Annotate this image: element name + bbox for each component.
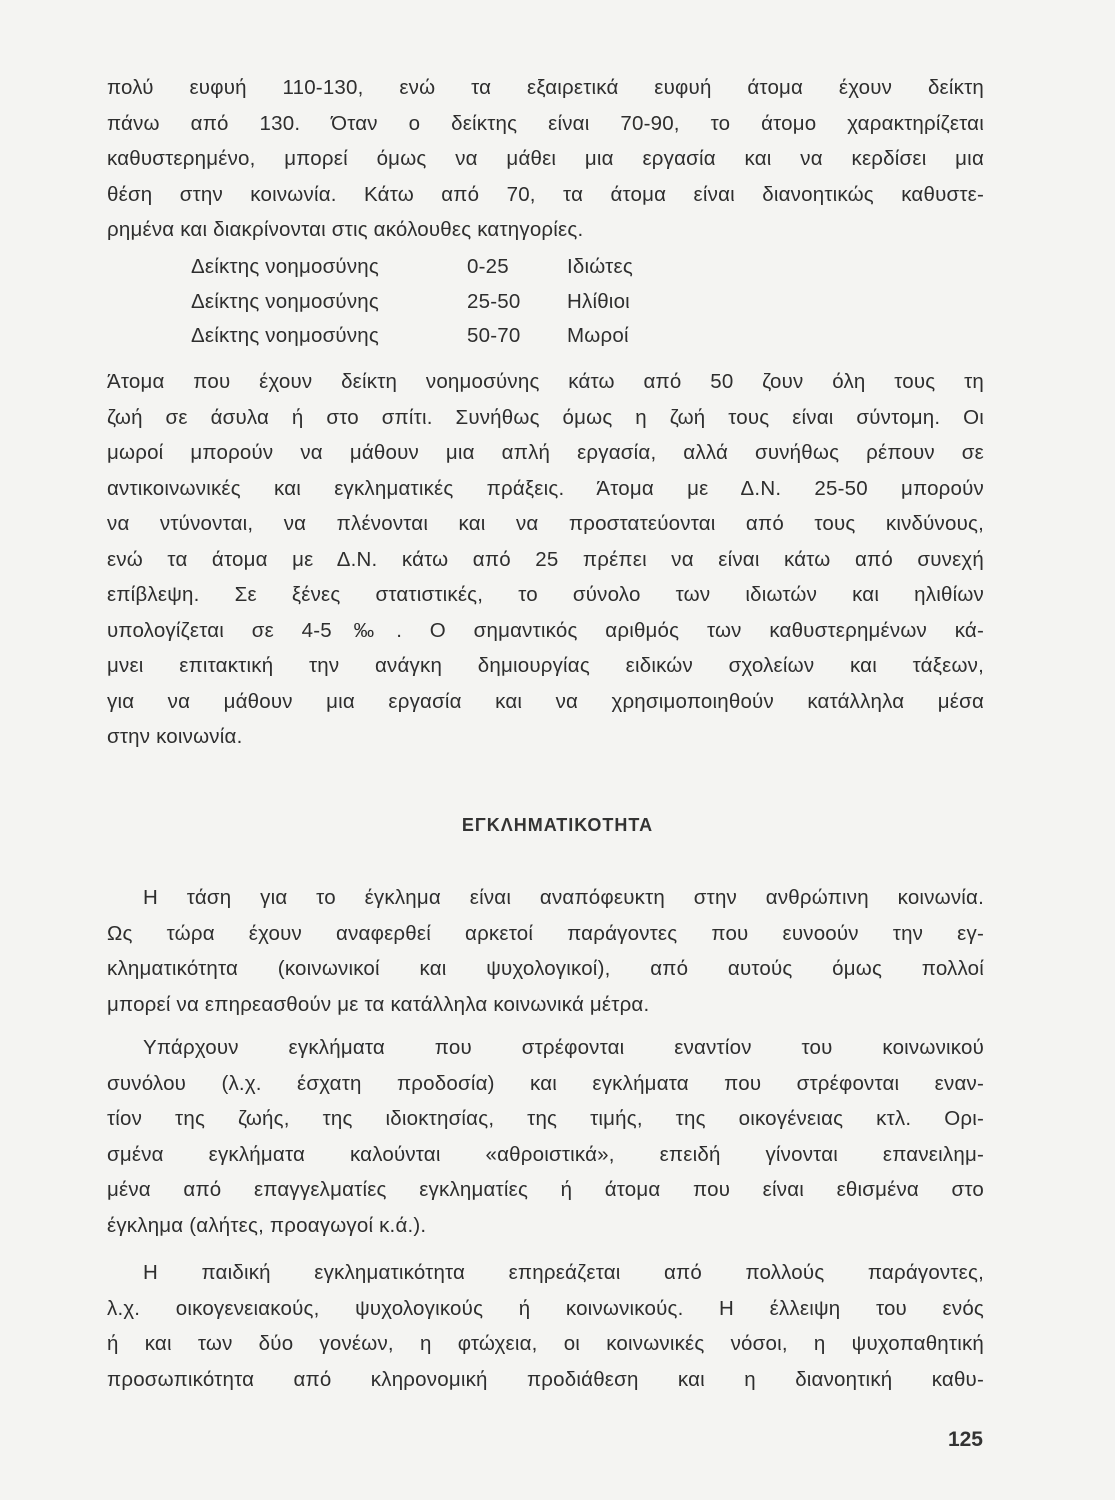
iq-category: Ηλίθιοι: [567, 289, 630, 313]
iq-category-table: [191, 250, 633, 354]
text-line: τίον της ζωής, της ιδιοκτησίας, της τιμής, της οικογένειας κτλ. Ορι-: [107, 1107, 984, 1130]
text-line: υπολογίζεται σε 4-5‰. Ο σημαντικός αριθμός των καθυστερημένων κά-: [107, 618, 984, 642]
page-number: 125: [947, 1428, 983, 1451]
text-line: προσωπικότητα από κληρονομική προδιάθεση και η διανοητική καθυ-: [107, 1367, 984, 1391]
paragraph: [107, 880, 984, 1022]
text-line: Ως τώρα έχουν αναφερθεί αρκετοί παράγοντες που ευνοούν την εγ-: [107, 921, 984, 945]
paragraph: [107, 1255, 984, 1397]
text-line: ζωή σε άσυλα ή στο σπίτι. Συνήθως όμως η ζωή τους είναι σύντομη. Οι: [107, 405, 984, 429]
iq-category: Μωροί: [567, 324, 629, 347]
text-line: μένα από επαγγελματίες εγκληματίες ή άτομα που είναι εθισμένα στο: [107, 1178, 984, 1201]
iq-row: [191, 250, 633, 285]
text-line: θέση στην κοινωνία. Κάτω από 70, τα άτομα είναι διανοητικώς καθυστε-: [107, 182, 984, 206]
iq-range: 50-70: [467, 324, 521, 347]
text-line: σμένα εγκλήματα καλούνται «αθροιστικά», επειδή γίνονται επανειλημ-: [107, 1142, 984, 1166]
text-line: για να μάθουν μια εργασία και να χρησιμοποιηθούν κατάλληλα μέσα: [107, 689, 984, 713]
text-line: Η παιδική εγκληματικότητα επηρεάζεται από πολλούς παράγοντες,: [143, 1261, 984, 1284]
text-line: ή και των δύο γονέων, η φτώχεια, οι κοινωνικές νόσοι, η ψυχοπαθητική: [107, 1332, 984, 1355]
text-line: αντικοινωνικές και εγκληματικές πράξεις. Άτομα με Δ.Ν. 25-50 μπορούν: [107, 476, 984, 500]
paragraph-continuation: [107, 70, 984, 248]
iq-label: Δείκτης νοημοσύνης: [191, 324, 379, 347]
text-line: επίβλεψη. Σε ξένες στατιστικές, το σύνολο των ιδιωτών και ηλιθίων: [107, 583, 984, 606]
iq-range: 25-50: [467, 289, 521, 313]
iq-row: [191, 285, 633, 320]
text-line: μωροί μπορούν να μάθουν μια απλή εργασία, αλλά συνήθως ρέπουν σε: [107, 441, 984, 464]
iq-row: [191, 319, 633, 354]
text-line: Άτομα που έχουν δείκτη νοημοσύνης κάτω από 50 ζουν όλη τους τη: [107, 370, 984, 393]
text-line: λ.χ. οικογενειακούς, ψυχολογικούς ή κοινωνικούς. Η έλλειψη του ενός: [107, 1296, 984, 1320]
text-line: Η τάση για το έγκλημα είναι αναπόφευκτη στην ανθρώπινη κοινωνία.: [143, 886, 984, 909]
text-line: ενώ τα άτομα με Δ.Ν. κάτω από 25 πρέπει να είναι κάτω από συνεχή: [107, 547, 984, 571]
iq-label: Δείκτης νοημοσύνης: [191, 255, 379, 278]
text-line: έγκλημα (αλήτες, προαγωγοί κ.ά.).: [107, 1213, 427, 1237]
text-line: μνει επιτακτική την ανάγκη δημιουργίας ειδικών σχολείων και τάξεων,: [107, 654, 984, 677]
iq-category: Ιδιώτες: [567, 255, 633, 278]
paragraph: [107, 1030, 984, 1243]
text-line: καθυστερημένο, μπορεί όμως να μάθει μια εργασία και να κερδίσει μια: [107, 147, 984, 170]
text-line: Υπάρχουν εγκλήματα που στρέφονται εναντίον του κοινωνικού: [143, 1036, 984, 1059]
text-line: ρημένα και διακρίνονται στις ακόλουθες κατηγορίες.: [107, 218, 584, 241]
text-line: συνόλου (λ.χ. έσχατη προδοσία) και εγκλήματα που στρέφονται εναν-: [107, 1071, 984, 1095]
section-heading: ΕΓΚΛΗΜΑΤΙΚΟΤΗΤΑ: [461, 815, 654, 835]
iq-range: 0-25: [467, 255, 509, 278]
text-line: στην κοινωνία.: [107, 725, 243, 748]
text-line: μπορεί να επηρεασθούν με τα κατάλληλα κοινωνικά μέτρα.: [107, 992, 650, 1016]
text-line: πολύ ευφυή 110-130, ενώ τα εξαιρετικά ευφυή άτομα έχουν δείκτη: [107, 76, 984, 99]
text-line: πάνω από 130. Όταν ο δείκτης είναι 70-90, το άτομο χαρακτηρίζεται: [107, 111, 984, 135]
paragraph-after-table: [107, 364, 984, 755]
text-line: να ντύνονται, να πλένονται και να προστατεύονται από τους κινδύνους,: [107, 512, 984, 535]
text-line: κληματικότητα (κοινωνικοί και ψυχολογικοί), από αυτούς όμως πολλοί: [107, 957, 984, 980]
iq-label: Δείκτης νοημοσύνης: [191, 289, 379, 313]
